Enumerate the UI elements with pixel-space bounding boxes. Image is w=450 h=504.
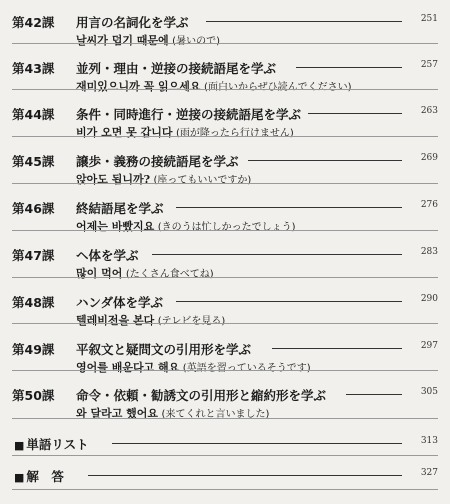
toc-entry-vocabulary-list[interactable] <box>0 435 450 455</box>
lesson-title: 譲歩・義務の接続語尾を学ぶ <box>76 154 239 169</box>
toc-entry-lesson-44[interactable] <box>0 105 450 151</box>
korean-example: 앉아도 됩니까? <box>76 173 151 186</box>
example-sentence <box>76 218 296 234</box>
entry-divider <box>12 277 438 278</box>
japanese-translation: (来てくれと言いました) <box>161 409 270 420</box>
example-sentence <box>76 265 214 281</box>
page-number: 269 <box>420 153 438 163</box>
section-title-text: 単語リスト <box>26 437 89 452</box>
korean-example: 와 달라고 했어요 <box>76 407 159 420</box>
lesson-number: 第50課 <box>12 388 55 403</box>
japanese-translation: (きのうは忙しかったでしょう) <box>157 222 296 233</box>
entry-divider <box>12 418 438 419</box>
example-sentence <box>76 312 225 328</box>
dot-leader <box>272 348 402 349</box>
japanese-translation: (テレビを見る) <box>157 316 226 327</box>
square-bullet-icon: ■ <box>14 471 25 484</box>
entry-divider <box>12 43 438 44</box>
toc-entry-lesson-50[interactable] <box>0 386 450 432</box>
japanese-translation: (面白いからぜひ読んでください) <box>204 82 352 93</box>
japanese-translation: (雨が降ったら行けません) <box>176 128 294 139</box>
toc-entry-lesson-48[interactable] <box>0 293 450 339</box>
entry-divider <box>12 455 438 456</box>
dot-leader <box>176 207 402 208</box>
toc-entry-lesson-49[interactable] <box>0 340 450 386</box>
page-number: 251 <box>420 14 438 24</box>
toc-entry-answers[interactable] <box>0 467 450 487</box>
entry-divider <box>12 183 438 184</box>
japanese-translation: (英語を習っているそうです) <box>182 363 311 374</box>
japanese-translation: (座ってもいいですか) <box>153 175 252 186</box>
toc-entry-lesson-42[interactable] <box>0 13 450 59</box>
section-title-text: 解 答 <box>26 469 64 484</box>
example-sentence <box>76 171 251 187</box>
lesson-number: 第43課 <box>12 61 55 76</box>
lesson-number: 第45課 <box>12 154 55 169</box>
lesson-number: 第47課 <box>12 248 55 263</box>
example-sentence <box>76 32 220 48</box>
korean-example: 어제는 바빴지요 <box>76 220 155 233</box>
dot-leader <box>248 160 402 161</box>
lesson-title: 平叙文と疑問文の引用形を学ぶ <box>76 342 252 357</box>
korean-example: 영어를 배운다고 해요 <box>76 361 180 374</box>
dot-leader <box>346 394 402 395</box>
korean-example: 비가 오면 못 갑니다 <box>76 126 173 139</box>
lesson-title: 条件・同時進行・逆接の接続語尾を学ぶ <box>76 107 302 122</box>
lesson-title: ハンダ体を学ぶ <box>76 295 164 310</box>
entry-divider <box>12 370 438 371</box>
lesson-title: 用言の名詞化を学ぶ <box>76 15 189 30</box>
korean-example: 날씨가 덥기 때문에 <box>76 34 169 47</box>
dot-leader <box>112 443 402 444</box>
lesson-number: 第46課 <box>12 201 55 216</box>
dot-leader <box>88 475 402 476</box>
toc-entry-lesson-46[interactable] <box>0 199 450 245</box>
dot-leader <box>152 254 402 255</box>
section-title <box>14 435 89 453</box>
entry-divider <box>12 136 438 137</box>
page-number: 327 <box>420 468 438 478</box>
korean-example: 많이 먹어 <box>76 267 123 280</box>
page-number: 263 <box>420 106 438 116</box>
page-number: 313 <box>420 436 438 446</box>
page-number: 290 <box>420 294 438 304</box>
page-number: 297 <box>420 341 438 351</box>
example-sentence <box>76 78 352 94</box>
page-number: 276 <box>420 200 438 210</box>
dot-leader <box>206 21 402 22</box>
korean-example: 재미있으니까 꼭 읽으세요 <box>76 80 201 93</box>
lesson-title: 命令・依頼・勧誘文の引用形と縮約形を学ぶ <box>76 388 327 403</box>
example-sentence <box>76 359 311 375</box>
section-title <box>14 467 64 485</box>
page-number: 305 <box>420 387 438 397</box>
lesson-title: ヘ体を学ぶ <box>76 248 139 263</box>
lesson-number: 第44課 <box>12 107 55 122</box>
lesson-number: 第48課 <box>12 295 55 310</box>
page-number: 283 <box>420 247 438 257</box>
toc-entry-lesson-47[interactable] <box>0 246 450 292</box>
entry-divider <box>12 89 438 90</box>
toc-entry-lesson-45[interactable] <box>0 152 450 198</box>
entry-divider <box>12 323 438 324</box>
japanese-translation: (たくさん食べてね) <box>125 269 214 280</box>
dot-leader <box>308 113 402 114</box>
korean-example: 텔레비전을 본다 <box>76 314 155 327</box>
dot-leader <box>296 67 402 68</box>
toc-entry-lesson-43[interactable] <box>0 59 450 105</box>
lesson-number: 第42課 <box>12 15 55 30</box>
lesson-title: 並列・理由・逆接の接続語尾を学ぶ <box>76 61 277 76</box>
lesson-number: 第49課 <box>12 342 55 357</box>
example-sentence <box>76 124 294 140</box>
entry-divider <box>12 230 438 231</box>
page-number: 257 <box>420 60 438 70</box>
lesson-title: 終結語尾を学ぶ <box>76 201 164 216</box>
dot-leader <box>176 301 402 302</box>
japanese-translation: (暑いので) <box>172 36 220 47</box>
entry-divider <box>12 489 438 490</box>
square-bullet-icon: ■ <box>14 439 25 452</box>
